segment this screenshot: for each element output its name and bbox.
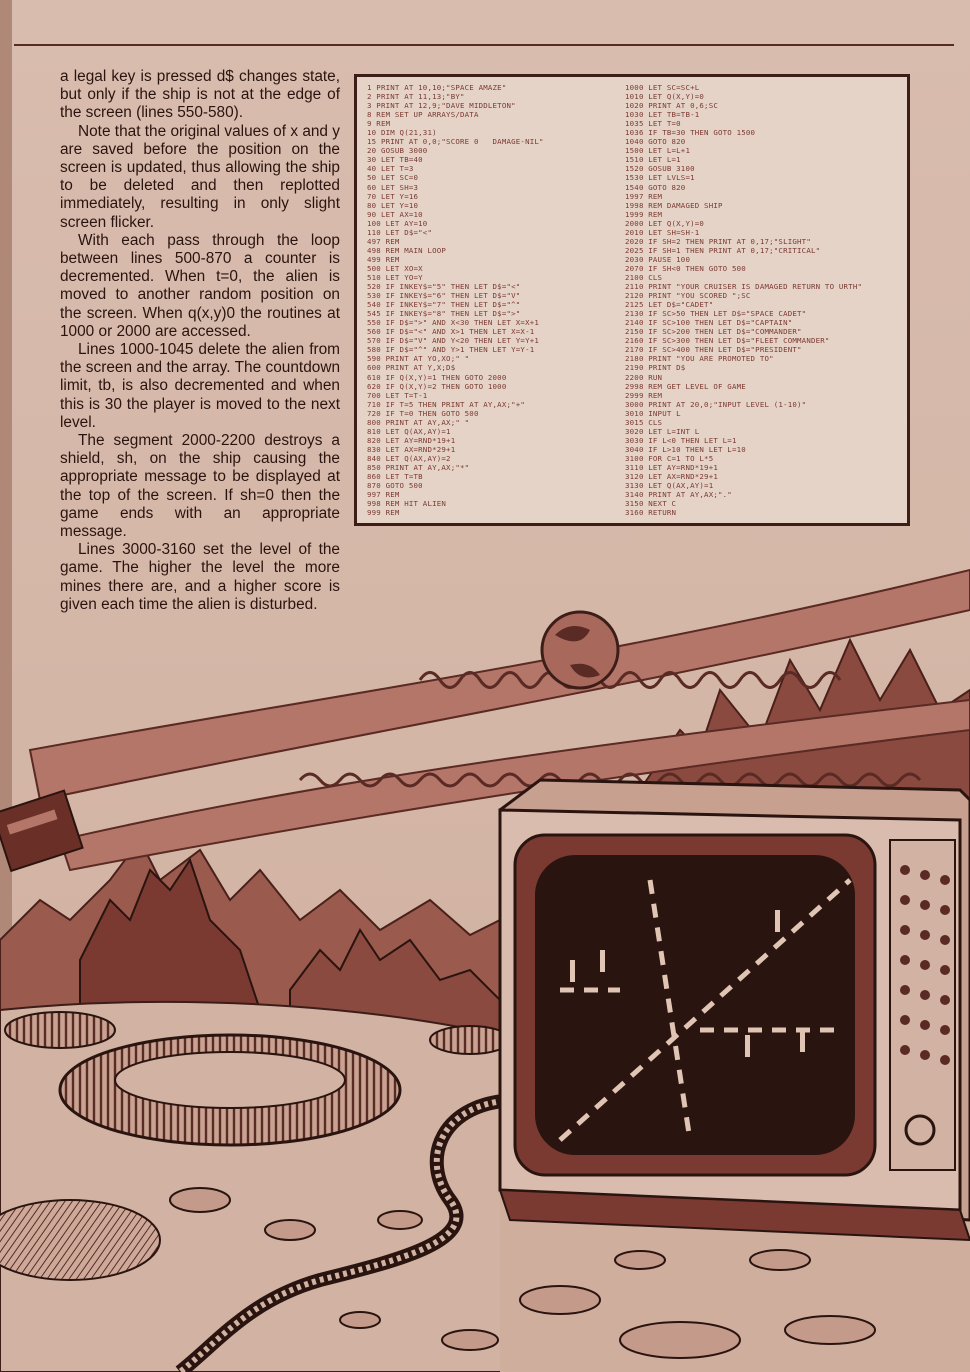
listing-line: 610 IF Q(X,Y)=1 THEN GOTO 2000 <box>367 372 507 382</box>
listing-line: 1040 GOTO 820 <box>625 137 686 147</box>
listing-line: 2110 PRINT "YOUR CRUISER IS DAMAGED RETURN TO URTH" <box>625 282 863 292</box>
listing-column-right <box>625 83 862 517</box>
listing-line: 520 IF INKEY$="5" THEN LET D$="<" <box>367 282 521 292</box>
listing-line: 710 IF T=5 THEN PRINT AT AY,AX;"+" <box>367 399 526 409</box>
tv-set <box>500 780 970 1240</box>
listing-line: 10 DIM Q(21,31) <box>367 128 437 138</box>
listing-line: 570 IF D$="V" AND Y<20 THEN LET Y=Y+1 <box>367 336 540 346</box>
listing-line: 580 IF D$="^" AND Y>1 THEN LET Y=Y-1 <box>367 345 535 355</box>
listing-line: 3150 NEXT C <box>625 499 677 509</box>
listing-line: 840 LET Q(AX,AY)=2 <box>367 453 451 463</box>
listing-line: 1035 LET T=0 <box>625 119 681 129</box>
listing-line: 998 REM HIT ALIEN <box>367 499 447 509</box>
listing-line: 497 REM <box>367 236 400 246</box>
planet <box>542 612 618 688</box>
listing-line: 999 REM <box>367 508 400 518</box>
listing-line: 800 PRINT AT AY,AX;" " <box>367 417 470 427</box>
listing-line: 1530 LET LVLS=1 <box>625 173 695 183</box>
listing-line: 2 PRINT AT 11,13;"BY" <box>367 92 465 102</box>
listing-line: 20 GOSUB 3000 <box>367 146 428 156</box>
listing-line: 3015 CLS <box>625 417 663 427</box>
listing-line: 80 LET Y=10 <box>367 200 419 210</box>
listing-line: 3140 PRINT AT AY,AX;"." <box>625 490 732 500</box>
listing-line: 1997 REM <box>625 191 663 201</box>
listing-line: 545 IF INKEY$="8" THEN LET D$=">" <box>367 309 521 319</box>
listing-line: 620 IF Q(X,Y)=2 THEN GOTO 1000 <box>367 381 507 391</box>
listing-line: 2190 PRINT D$ <box>625 363 686 373</box>
listing-line: 3020 LET L=INT L <box>625 426 700 436</box>
listing-line: 3120 LET AX=RND*29+1 <box>625 472 718 482</box>
listing-line: 2025 IF SH=1 THEN PRINT AT 0,17;"CRITICAL" <box>625 245 821 255</box>
listing-line: 810 LET Q(AX,AY)=1 <box>367 426 451 436</box>
listing-line: 850 PRINT AT AY,AX;"*" <box>367 462 470 472</box>
listing-line: 2070 IF SH<0 THEN GOTO 500 <box>625 263 746 273</box>
listing-line: 2125 LET D$="CADET" <box>625 300 714 310</box>
listing-line: 3 PRINT AT 12,9;"DAVE MIDDLETON" <box>367 101 516 111</box>
listing-line: 510 LET YO=Y <box>367 272 423 282</box>
article-text <box>60 68 340 614</box>
listing-line: 1000 LET SC=SC+L <box>625 83 700 92</box>
listing-line: 1020 PRINT AT 0,6;SC <box>625 101 718 111</box>
listing-line: 499 REM <box>367 254 400 264</box>
listing-line: 500 LET XO=X <box>367 263 423 273</box>
listing-line: 1036 IF TB=30 THEN GOTO 1500 <box>625 128 756 138</box>
listing-line: 2000 LET Q(X,Y)=0 <box>625 218 705 228</box>
listing-line: 1998 REM DAMAGED SHIP <box>625 200 723 210</box>
listing-line: 2200 RUN <box>625 372 663 382</box>
listing-line: 3040 IF L>10 THEN LET L=10 <box>625 444 746 454</box>
listing-line: 590 PRINT AT YO,XO;" " <box>367 354 470 364</box>
listing-line: 1500 LET L=L+1 <box>625 146 691 156</box>
listing-line: 2100 CLS <box>625 272 663 282</box>
listing-column-left <box>367 83 544 517</box>
listing-line: 2140 IF SC>100 THEN LET D$="CAPTAIN" <box>625 318 793 328</box>
listing-line: 700 LET T=T-1 <box>367 390 428 400</box>
listing-line: 2160 IF SC>300 THEN LET D$="FLEET COMMANDER" <box>625 336 830 346</box>
listing-line: 3160 RETURN <box>625 508 677 518</box>
listing-line: 2180 PRINT "YOU ARE PROMOTED TO" <box>625 354 774 364</box>
listing-line: 9 REM <box>367 119 391 129</box>
program-listing <box>354 74 910 526</box>
space-illustration <box>0 540 970 1372</box>
paragraph-4: Lines 1000-1045 delete the alien from the screen and the array. The countdown limit, tb, is also decremented and when this is 30 the player is moved to the next level. <box>60 341 340 431</box>
listing-line: 2998 REM GET LEVEL OF GAME <box>625 381 746 391</box>
listing-line: 100 LET AY=10 <box>367 218 428 228</box>
tv-speaker-panel <box>890 840 955 1170</box>
paragraph-5: The segment 2000-2200 destroys a shield, sh, on the ship causing the appropriate message to be displayed at the top of the screen. If sh=0 then the game ends with an appropriate message. <box>60 432 340 541</box>
listing-line: 997 REM <box>367 490 400 500</box>
listing-line: 540 IF INKEY$="7" THEN LET D$="^" <box>367 300 521 310</box>
listing-line: 530 IF INKEY$="6" THEN LET D$="V" <box>367 291 521 301</box>
listing-line: 110 LET D$="<" <box>367 227 433 237</box>
listing-line: 830 LET AX=RND*29+1 <box>367 444 456 454</box>
listing-line: 1030 LET TB=TB-1 <box>625 110 700 120</box>
listing-line: 70 LET Y=16 <box>367 191 419 201</box>
paragraph-2: Note that the original values of x and y are saved before the position on the screen is updated, thus allowing the ship to be deleted and then replotted immediately, resulting in only slight screen flicker. <box>60 122 340 231</box>
listing-line: 720 IF T=0 THEN GOTO 500 <box>367 408 479 418</box>
paragraph-3: With each pass through the loop between lines 500-870 a counter is decremented. When t=0, the alien is moved to another random position on the screen. When q(x,y)0 the routines at 1000 or 2000 are accessed. <box>60 231 340 340</box>
crater-small <box>5 1012 115 1048</box>
listing-line: 550 IF D$=">" AND X<30 THEN LET X=X+1 <box>367 318 540 328</box>
listing-line: 1540 GOTO 820 <box>625 182 686 192</box>
listing-line: 8 REM SET UP ARRAYS/DATA <box>367 110 479 120</box>
top-rule <box>14 44 954 46</box>
listing-line: 820 LET AY=RND*19+1 <box>367 435 456 445</box>
listing-line: 2120 PRINT "YOU SCORED ";SC <box>625 291 751 301</box>
listing-line: 2150 IF SC>200 THEN LET D$="COMMANDER" <box>625 327 802 337</box>
tv-screen <box>535 855 855 1155</box>
listing-line: 860 LET T=TB <box>367 472 423 482</box>
listing-line: 60 LET SH=3 <box>367 182 419 192</box>
listing-line: 3130 LET Q(AX,AY)=1 <box>625 481 714 491</box>
listing-line: 3000 PRINT AT 20,0;"INPUT LEVEL (1-10)" <box>625 399 807 409</box>
listing-line: 1999 REM <box>625 209 663 219</box>
paragraph-6: Lines 3000-3160 set the level of the game. The higher the level the more mines there are, and a higher score is given each time the alien is disturbed. <box>60 541 340 613</box>
listing-line: 3030 IF L<0 THEN LET L=1 <box>625 435 737 445</box>
listing-line: 3100 FOR C=1 TO L*5 <box>625 453 714 463</box>
listing-line: 870 GOTO 500 <box>367 481 423 491</box>
listing-line: 560 IF D$="<" AND X>1 THEN LET X=X-1 <box>367 327 535 337</box>
listing-line: 498 REM MAIN LOOP <box>367 245 447 255</box>
listing-line: 30 LET TB=40 <box>367 155 423 165</box>
listing-line: 2030 PAUSE 100 <box>625 254 691 264</box>
listing-line: 3110 LET AY=RND*19+1 <box>625 462 718 472</box>
listing-line: 15 PRINT AT 0,0;"SCORE 0 DAMAGE-NIL" <box>367 137 544 147</box>
listing-line: 2130 IF SC>50 THEN LET D$="SPACE CADET" <box>625 309 807 319</box>
listing-line: 600 PRINT AT Y,X;D$ <box>367 363 456 373</box>
listing-line: 50 LET SC=0 <box>367 173 419 183</box>
listing-line: 40 LET T=3 <box>367 164 414 174</box>
listing-line: 3010 INPUT L <box>625 408 681 418</box>
listing-line: 90 LET AX=10 <box>367 209 423 219</box>
listing-line: 1 PRINT AT 10,10;"SPACE AMAZE" <box>367 83 507 92</box>
listing-line: 2170 IF SC>400 THEN LET D$="PRESIDENT" <box>625 345 802 355</box>
listing-line: 1520 GOSUB 3100 <box>625 164 695 174</box>
listing-line: 1010 LET Q(X,Y)=0 <box>625 92 705 102</box>
listing-line: 2010 LET SH=SH-1 <box>625 227 700 237</box>
paragraph-1: a legal key is pressed d$ changes state, but only if the ship is not at the edge of the screen (lines 550-580). <box>60 68 340 122</box>
listing-line: 2999 REM <box>625 390 663 400</box>
listing-line: 2020 IF SH=2 THEN PRINT AT 0,17;"SLIGHT" <box>625 236 811 246</box>
listing-line: 1510 LET L=1 <box>625 155 681 165</box>
